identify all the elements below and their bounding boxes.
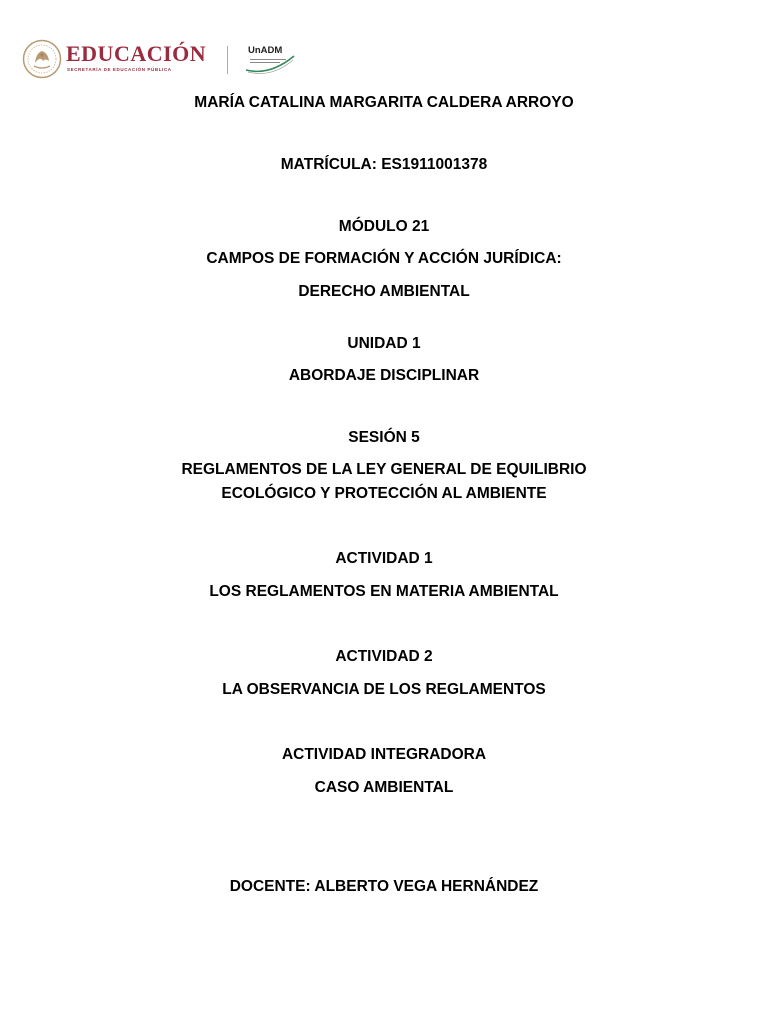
activity-2-label: ACTIVIDAD 2 (335, 648, 433, 665)
teacher-name: DOCENTE: ALBERTO VEGA HERNÁNDEZ (229, 878, 539, 895)
integrative-activity-title: CASO AMBIENTAL (314, 779, 454, 796)
unit-number: UNIDAD 1 (347, 335, 421, 352)
module-title-line-2: DERECHO AMBIENTAL (298, 283, 470, 300)
brand-subtitle: SECRETARÍA DE EDUCACIÓN PÚBLICA (67, 67, 172, 72)
unadm-caption-line (250, 62, 280, 63)
student-name: MARÍA CATALINA MARGARITA CALDERA ARROYO (194, 94, 574, 111)
mexican-coat-of-arms-icon (22, 39, 62, 79)
module-title-line-1: CAMPOS DE FORMACIÓN Y ACCIÓN JURÍDICA: (206, 250, 562, 267)
unadm-name: UnADM (248, 45, 283, 56)
session-title-line-2: ECOLÓGICO Y PROTECCIÓN AL AMBIENTE (221, 485, 547, 502)
integrative-activity-label: ACTIVIDAD INTEGRADORA (281, 746, 487, 763)
session-number: SESIÓN 5 (348, 429, 420, 446)
activity-1-title: LOS REGLAMENTOS EN MATERIA AMBIENTAL (209, 583, 559, 600)
unadm-logo (244, 42, 296, 76)
session-title-line-1: REGLAMENTOS DE LA LEY GENERAL DE EQUILIBRIO (181, 461, 587, 478)
matricula: MATRÍCULA: ES1911001378 (280, 156, 488, 173)
activity-1-label: ACTIVIDAD 1 (335, 550, 433, 567)
unit-title: ABORDAJE DISCIPLINAR (288, 367, 480, 384)
unadm-caption-line (250, 59, 286, 60)
logo-divider (227, 46, 228, 74)
header-logos (22, 36, 322, 84)
module-number: MÓDULO 21 (338, 218, 430, 235)
brand-title: EDUCACIÓN (66, 41, 207, 66)
activity-2-title: LA OBSERVANCIA DE LOS REGLAMENTOS (222, 681, 546, 698)
